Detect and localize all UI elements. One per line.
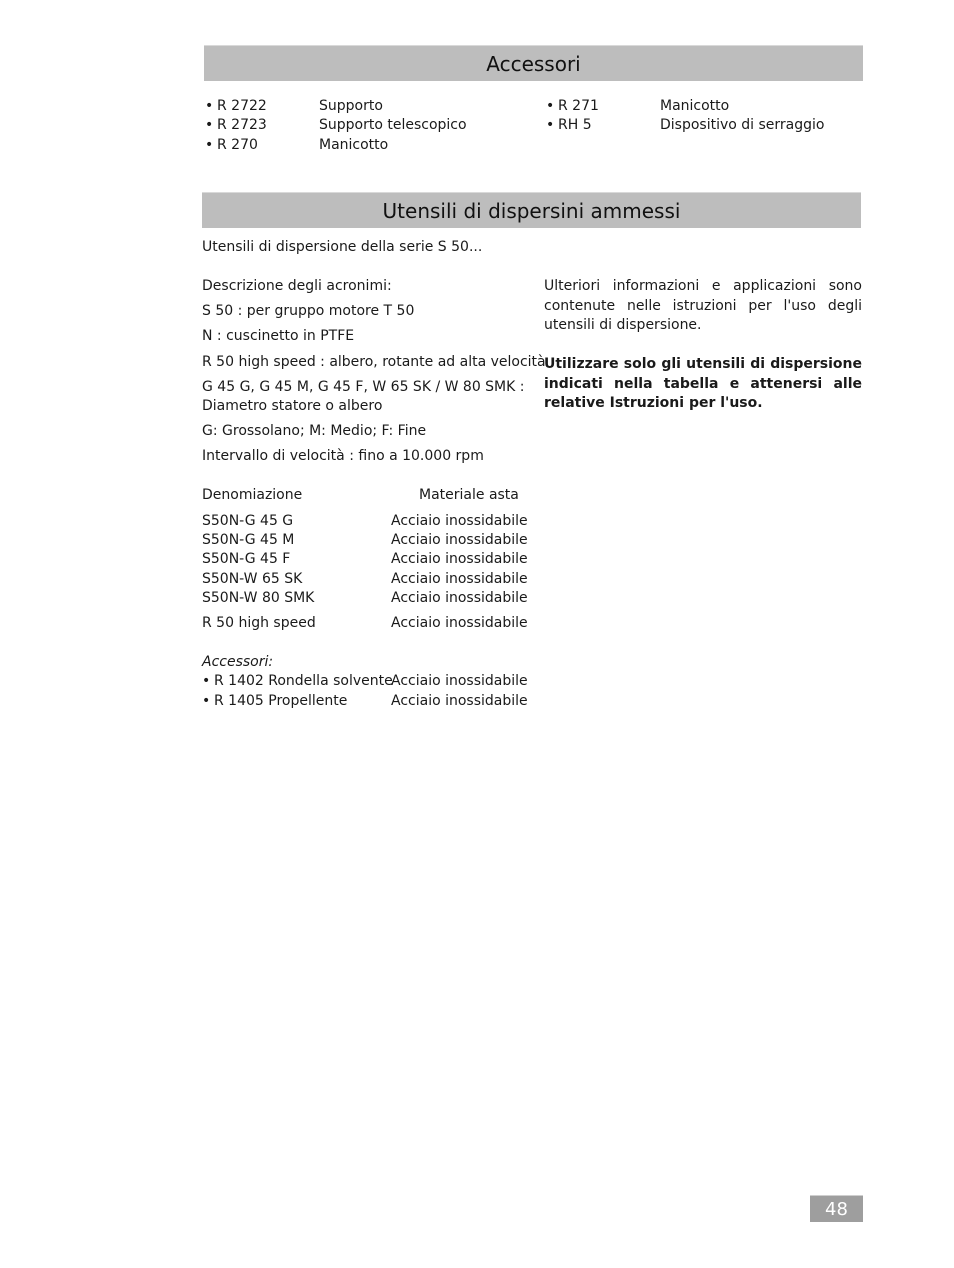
list-item-code: • R 270 [205,136,258,155]
table-cell-material: Acciaio inossidabile [391,571,528,587]
table-cell-material: Acciaio inossidabile [391,513,528,529]
section-header-utensili [202,192,861,228]
table-cell-name: S50N-W 80 SMK [202,590,315,606]
table-header-material: Materiale asta [419,487,519,503]
list-item-code: • R 2723 [205,116,267,135]
accessory-material: Acciaio inossidabile [391,673,528,689]
table-cell-name: R 50 high speed [202,615,316,631]
table-cell-name: S50N-G 45 F [202,551,291,567]
table-cell-name: S50N-W 65 SK [202,571,303,587]
acronimo-line: S 50 : per gruppo motore T 50 [202,303,415,319]
acronimo-line: N : cuscinetto in PTFE [202,328,355,344]
info-paragraph: Ulteriori informazioni e applicazioni sono contenute nelle istruzioni per l'uso degli utensili di dispersione. [544,278,862,333]
acronimo-line: G: Grossolano; M: Medio; F: Fine [202,423,427,439]
acronimo-line: R 50 high speed : albero, rotante ad alta velocità [202,354,546,370]
list-item-code: • RH 5 [546,116,592,135]
intro-text: Utensili di dispersione della serie S 50... [202,239,483,255]
table-cell-material: Acciaio inossidabile [391,532,528,548]
page-number: 48 [825,1198,848,1220]
acronimo-line: Intervallo di velocità : fino a 10.000 rpm [202,448,484,464]
accessori-subheading: Accessori: [202,654,274,670]
section-header-accessori [204,45,863,81]
list-item-desc: Supporto [319,98,383,114]
table-cell-material: Acciaio inossidabile [391,551,528,567]
acronimo-line: G 45 G, G 45 M, G 45 F, W 65 SK / W 80 SMK : [202,379,525,395]
list-item-code: • R 2722 [205,97,267,116]
table-cell-name: S50N-G 45 G [202,513,294,529]
acronimo-line: Diametro statore o albero [202,398,383,414]
list-item-desc: Manicotto [660,98,730,114]
list-item-code: • R 271 [546,97,599,116]
table-cell-material: Acciaio inossidabile [391,615,528,631]
accessory-name: • R 1402 Rondella solvente [202,672,393,691]
page-number-badge [810,1195,863,1222]
table-cell-name: S50N-G 45 M [202,532,295,548]
table-cell-material: Acciaio inossidabile [391,590,528,606]
accessory-material: Acciaio inossidabile [391,693,528,709]
section-title: Accessori [486,51,581,76]
list-item-desc: Manicotto [319,137,389,153]
section-title: Utensili di dispersini ammessi [382,198,681,223]
acronimi-heading: Descrizione degli acronimi: [202,278,392,294]
list-item-desc: Dispositivo di serraggio [660,117,825,133]
warning-paragraph: Utilizzare solo gli utensili di dispersione indicati nella tabella e attenersi alle relative Istruzioni per l'uso. [544,356,862,411]
table-header-name: Denomiazione [202,487,303,503]
accessory-name: • R 1405 Propellente [202,692,347,711]
list-item-desc: Supporto telescopico [319,117,467,133]
